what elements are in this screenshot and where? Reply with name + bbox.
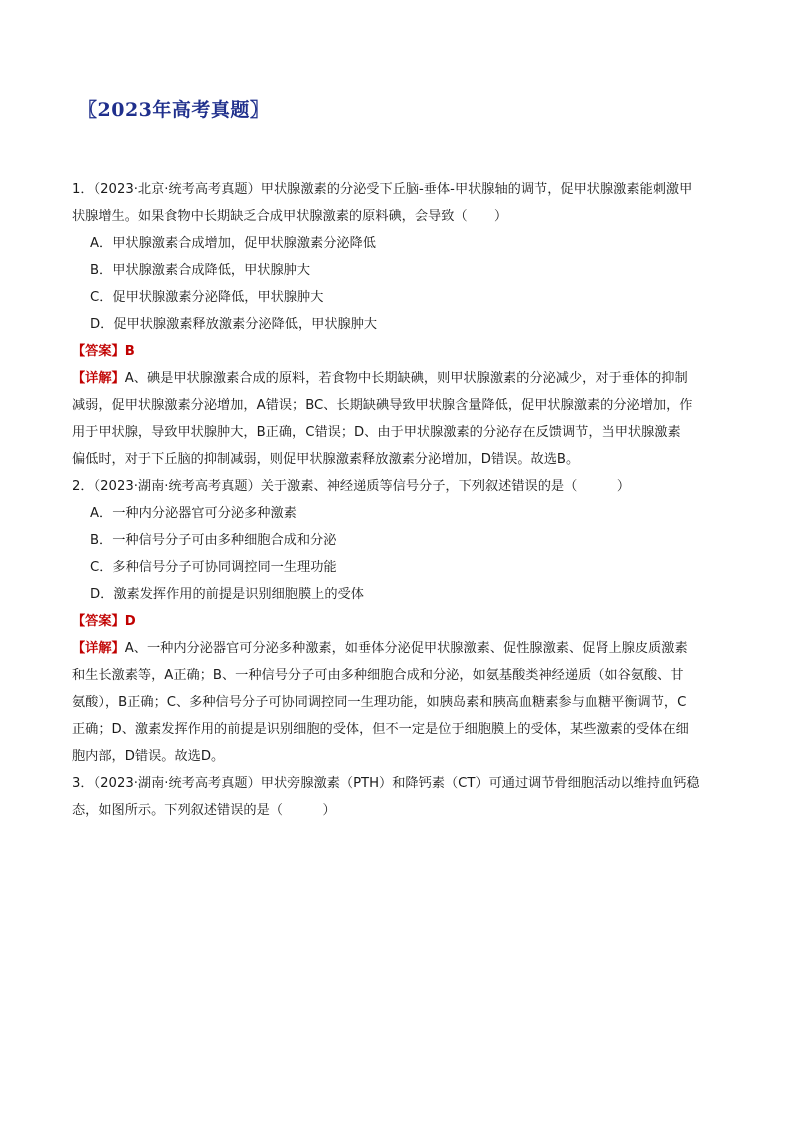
option-a: A．一种内分泌器官可分泌多种激素	[90, 506, 297, 521]
question-stem-line: 1．（2023·北京·统考高考真题）甲状腺激素的分泌受下丘脑-垂体-甲状腺轴的调节，促甲状腺激素能刺激甲	[72, 182, 693, 197]
question-stem-line: 状腺增生。如果食物中长期缺乏合成甲状腺激素的原料碘，会导致（ ）	[72, 209, 508, 224]
answer-label: 【答案】D	[72, 614, 136, 629]
detail-line: 正确；D、激素发挥作用的前提是识别细胞的受体，但不一定是位于细胞膜上的受体，某些激素的受体在细	[72, 722, 689, 737]
detail-line: 和生长激素等，A正确；B、一种信号分子可由多种细胞合成和分泌，如氨基酸类神经递质（如谷氨酸、甘	[72, 668, 684, 683]
question-1	[72, 176, 728, 473]
option-d: D．促甲状腺激素释放激素分泌降低，甲状腺肿大	[90, 317, 378, 332]
option-a: A．甲状腺激素合成增加，促甲状腺激素分泌降低	[90, 236, 376, 251]
detail-line: 偏低时，对于下丘脑的抑制减弱，则促甲状腺激素释放激素分泌增加，D错误。故选B。	[72, 452, 580, 467]
answer-label: 【答案】B	[72, 344, 135, 359]
option-c: C．促甲状腺激素分泌降低，甲状腺肿大	[90, 290, 324, 305]
question-stem-line: 2．（2023·湖南·统考高考真题）关于激素、神经递质等信号分子，下列叙述错误的是（ ）	[72, 479, 631, 494]
option-b: B．一种信号分子可由多种细胞合成和分泌	[90, 533, 337, 548]
option-d: D．激素发挥作用的前提是识别细胞膜上的受体	[90, 587, 364, 602]
option-b: B．甲状腺激素合成降低，甲状腺肿大	[90, 263, 311, 278]
detail-line: 用于甲状腺，导致甲状腺肿大，B正确，C错误；D、由于甲状腺激素的分泌存在反馈调节，当甲状腺激素	[72, 425, 681, 440]
question-list	[72, 176, 728, 824]
option-c: C．多种信号分子可协同调控同一生理功能	[90, 560, 337, 575]
detail-text: A、碘是甲状腺激素合成的原料，若食物中长期缺碘，则甲状腺激素的分泌减少，对于垂体的抑制	[124, 371, 688, 386]
question-3	[72, 770, 728, 824]
detail-line: 胞内部，D错误。故选D。	[72, 749, 225, 764]
detail-line: 减弱，促甲状腺激素分泌增加，A错误；BC、长期缺碘导致甲状腺含量降低，促甲状腺激素的分泌增加，作	[72, 398, 693, 413]
detail-text: A、一种内分泌器官可分泌多种激素，如垂体分泌促甲状腺激素、促性腺激素、促肾上腺皮质激素	[124, 641, 688, 656]
detail-line	[72, 365, 728, 392]
detail-label: 【详解】	[72, 371, 125, 386]
detail-label: 【详解】	[72, 641, 125, 656]
question-2	[72, 473, 728, 770]
question-stem-line: 态，如图所示。下列叙述错误的是（ ）	[72, 803, 336, 818]
detail-line	[72, 635, 728, 662]
section-title: 〖2023年高考真题〗	[78, 99, 270, 121]
question-stem-line: 3．（2023·湖南·统考高考真题）甲状旁腺激素（PTH）和降钙素（CT）可通过调节骨细胞活动以维持血钙稳	[72, 776, 700, 791]
detail-line: 氨酸），B正确；C、多种信号分子可协同调控同一生理功能，如胰岛素和胰高血糖素参与血糖平衡调节，C	[72, 695, 687, 710]
